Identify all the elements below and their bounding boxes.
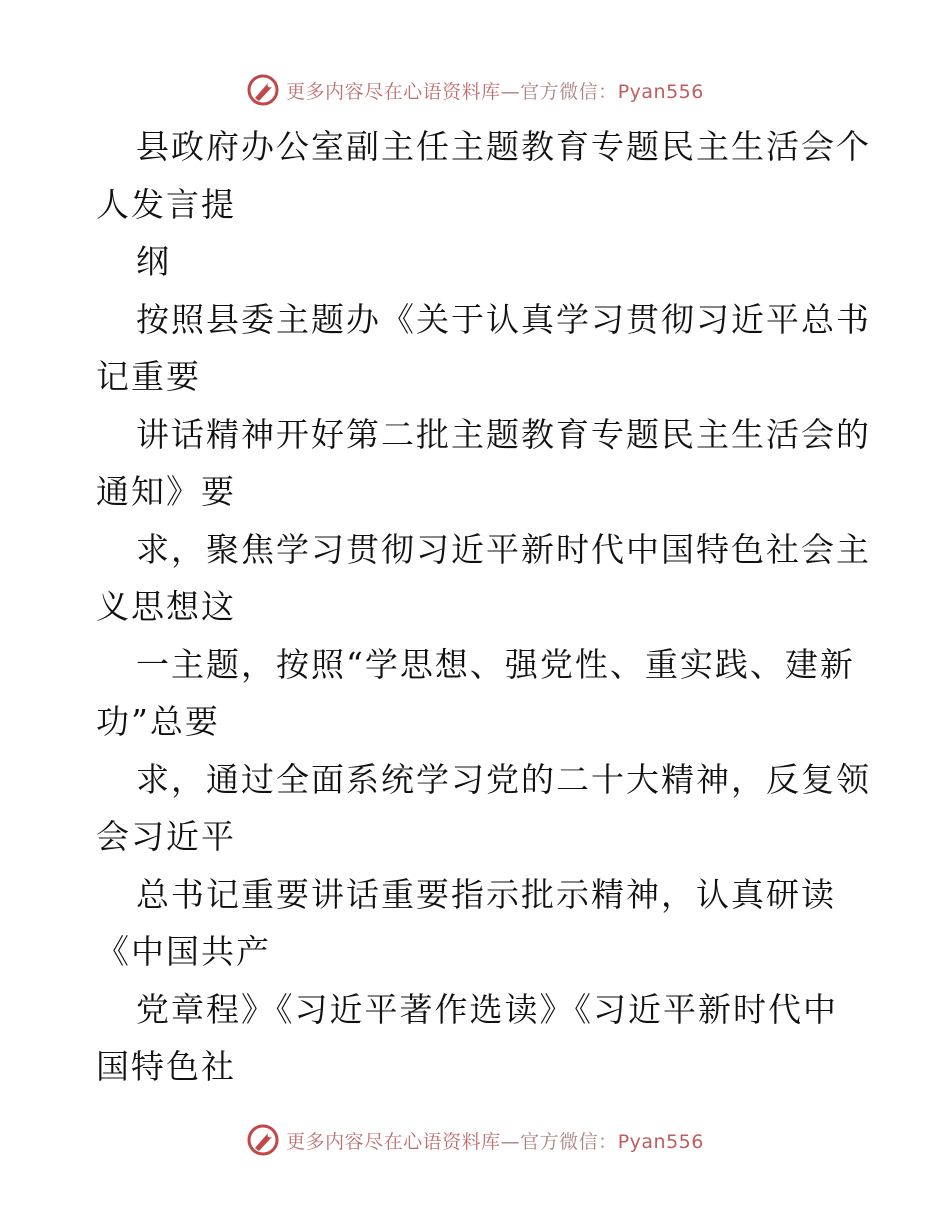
text-line: 求，聚焦学习贯彻习近平新时代中国特色社会主 [136,529,871,569]
watermark-part2: —官方微信： [500,80,618,103]
watermark-text [286,1127,704,1154]
watermark-part3: Pyan556 [617,80,704,103]
text-line: 《中国共产 [96,932,271,971]
footer-watermark-banner [0,1120,950,1160]
text-line: 一主题，按照“学思想、强党性、重实践、建新 [136,644,855,684]
watermark-part1: 更多内容尽在心语资料库 [286,80,501,103]
document-body [96,118,871,1096]
text-line: 讲话精神开好第二批主题教育专题民主生活会的 [136,414,871,454]
text-line: 求，通过全面系统学习党的二十大精神，反复领 [136,759,871,799]
pen-logo-icon [246,73,280,107]
text-line: 通知》要 [96,472,236,511]
watermark-part3: Pyan556 [617,1130,704,1153]
text-line: 义思想这 [96,587,236,626]
watermark-part2: —官方微信： [500,1130,618,1153]
watermark-text [286,77,704,104]
text-line: 功”总要 [96,702,220,741]
text-line: 国特色社 [96,1047,236,1086]
text-line: 县政府办公室副主任主题教育专题民主生活会个 [136,127,871,166]
pen-logo-icon [246,1123,280,1157]
text-line: 纲 [136,242,171,281]
watermark-part1: 更多内容尽在心语资料库 [286,1130,501,1153]
text-line: 会习近平 [96,817,236,856]
text-line: 党章程》《习近平著作选读》《习近平新时代中 [136,989,838,1029]
text-line: 人发言提 [96,184,236,224]
text-line: 总书记重要讲话重要指示批示精神，认真研读 [136,874,836,914]
text-line: 按照县委主题办《关于认真学习贯彻习近平总书 [136,299,871,339]
text-line: 记重要 [96,357,201,396]
header-watermark-banner [0,70,950,110]
